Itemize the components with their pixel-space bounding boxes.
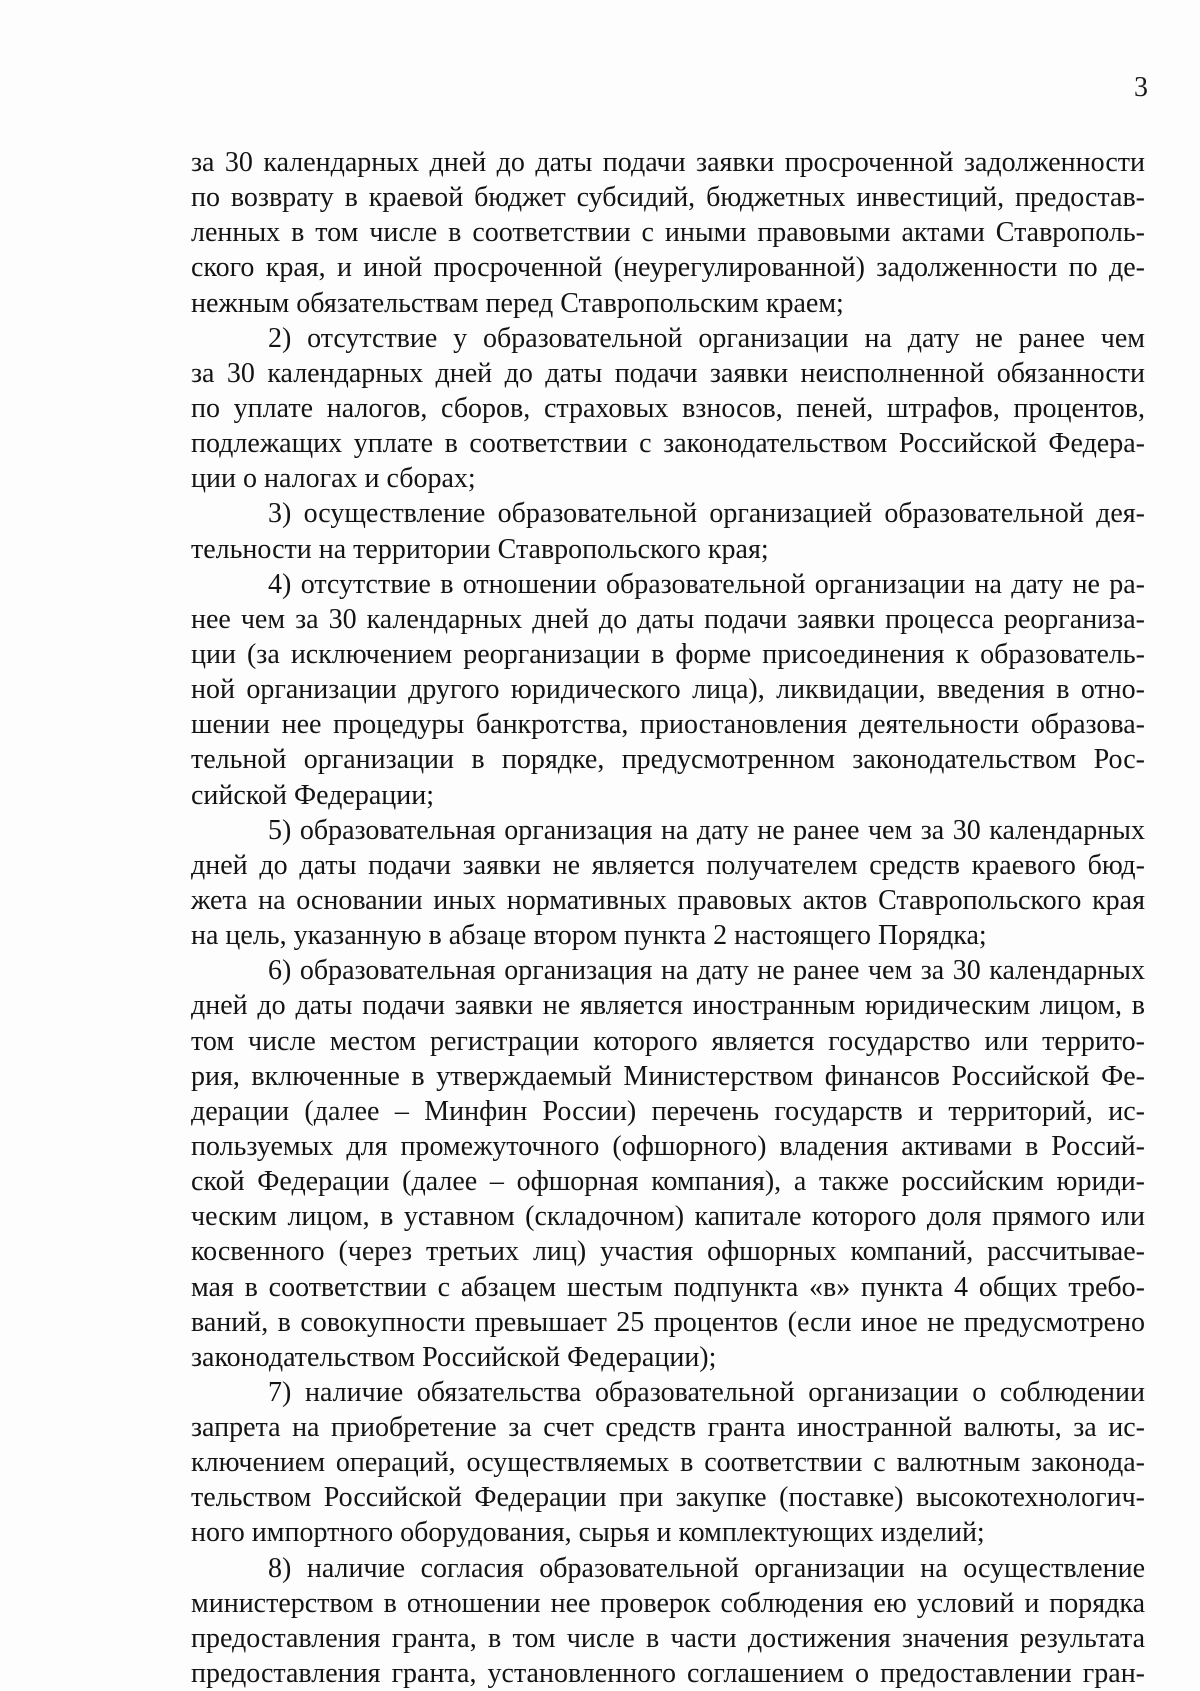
text-line: 7) наличие обязательства образовательной организации о соблюдении [268,1376,1145,1408]
text-line: дней до даты подачи заявки не является получателем средств краевого бюд- [191,849,1145,881]
text-line: косвенного (через третьих лиц) участия офшорных компаний, рассчитывае- [191,1236,1145,1268]
text-line: сийской Федерации; [191,779,435,811]
text-line: рия, включенные в утверждаемый Министерством финансов Российской Фе- [191,1060,1145,1092]
text-line: за 30 календарных дней до даты подачи заявки просроченной задолженности [191,147,1145,178]
paragraph-p1-continuation [191,145,1145,321]
text-line: ского края, и иной просроченной (неурегулированной) задолженности по де- [191,252,1145,284]
text-line: шении нее процедуры банкротства, приостановления деятельности образова- [191,709,1145,741]
text-line: 8) наличие согласия образовательной организации на осуществление [268,1552,1145,1584]
paragraph-item-6 [191,953,1145,1375]
text-line: тельности на территории Ставропольского края; [191,533,769,565]
paragraph-item-3 [191,496,1145,566]
text-line: дней до даты подачи заявки не является иностранным юридическим лицом, в [191,990,1145,1022]
text-line: запрета на приобретение за счет средств гранта иностранной валюты, за ис- [191,1412,1145,1444]
text-line: предоставления гранта, установленного соглашением о предоставлении гран- [191,1658,1145,1690]
text-line: ного импортного оборудования, сырья и комплектующих изделий; [191,1517,985,1549]
text-line: подлежащих уплате в соответствии с законодательством Российской Федера- [191,428,1145,460]
page-number: 3 [1134,72,1148,103]
text-line: ской Федерации (далее – офшорная компания), а также российским юриди- [191,1166,1145,1198]
paragraph-item-4 [191,567,1145,813]
text-line: ции о налогах и сборах; [191,463,476,495]
text-line: ной организации другого юридического лица), ликвидации, введения в отно- [191,674,1145,706]
text-line: 5) образовательная организация на дату не ранее чем за 30 календарных [268,814,1145,846]
text-line: тельством Российской Федерации при закупке (поставке) высокотехнологич- [191,1482,1145,1514]
text-line: предоставления гранта, в том числе в части достижения значения результата [191,1622,1145,1654]
text-line: по уплате налогов, сборов, страховых взносов, пеней, штрафов, процентов, [191,392,1145,424]
text-line: нежным обязательствам перед Ставропольским краем; [191,287,844,319]
paragraph-item-5 [191,813,1145,954]
text-line: мая в соответствии с абзацем шестым подпункта «в» пункта 4 общих требо- [191,1271,1145,1303]
text-line: пользуемых для промежуточного (офшорного) владения активами в Россий- [191,1130,1145,1162]
text-line: ленных в том числе в соответствии с иными правовыми актами Ставрополь- [191,217,1145,249]
text-line: за 30 календарных дней до даты подачи заявки неисполненной обязанности [191,357,1145,389]
text-line: министерством в отношении нее проверок соблюдения ею условий и порядка [191,1587,1145,1619]
paragraph-item-7 [191,1375,1145,1551]
text-line: законодательством Российской Федерации); [191,1341,717,1373]
text-line: дерации (далее – Минфин России) перечень государств и территорий, ис- [191,1095,1145,1127]
text-line: нее чем за 30 календарных дней до даты подачи заявки процесса реорганиза- [191,603,1145,635]
text-line: ческим лицом, в уставном (складочном) капитале которого доля прямого или [191,1201,1145,1233]
paragraph-item-2 [191,321,1145,497]
document-body [191,145,1145,1691]
text-line: 2) отсутствие у образовательной организации на дату не ранее чем [268,322,1145,354]
text-line: 3) осуществление образовательной организацией образовательной дея- [268,498,1145,530]
text-line: на цель, указанную в абзаце втором пункта 2 настоящего Порядка; [191,920,987,952]
text-line: ваний, в совокупности превышает 25 процентов (если иное не предусмотрено [191,1306,1145,1338]
text-line: жета на основании иных нормативных правовых актов Ставропольского края [191,884,1145,916]
text-line: тельной организации в порядке, предусмотренном законодательством Рос- [191,744,1145,776]
text-line: по возврату в краевой бюджет субсидий, бюджетных инвестиций, предостав- [191,182,1145,214]
text-line: ключением операций, осуществляемых в соответствии с валютным законода- [191,1447,1145,1479]
text-line: ции (за исключением реорганизации в форме присоединения к образователь- [191,638,1145,670]
text-line: том числе местом регистрации которого является государство или террито- [191,1025,1145,1057]
text-line: 6) образовательная организация на дату не ранее чем за 30 календарных [268,955,1145,987]
paragraph-item-8 [191,1551,1145,1691]
text-line: 4) отсутствие в отношении образовательной организации на дату не ра- [268,568,1145,600]
